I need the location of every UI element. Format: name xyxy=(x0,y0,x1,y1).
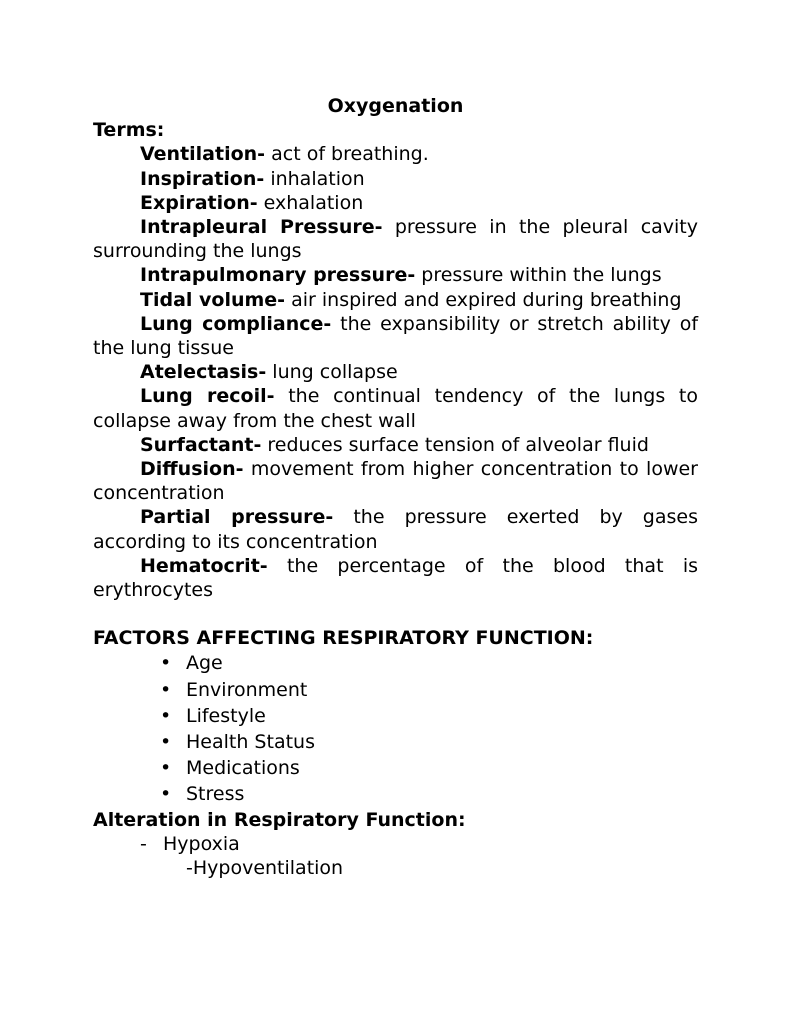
factors-list xyxy=(93,650,698,807)
terms-list xyxy=(93,142,698,602)
term-entry xyxy=(93,263,698,287)
term-definition: the continual tendency of the lungs to collapse away from the chest wall xyxy=(93,385,698,432)
list-item xyxy=(93,703,698,729)
term-name: Diffusion- xyxy=(140,458,244,481)
term-name: Tidal volume- xyxy=(140,288,286,311)
factor-label: Medications xyxy=(186,757,300,780)
factor-label: Lifestyle xyxy=(186,704,266,727)
term-definition: lung collapse xyxy=(266,361,398,384)
term-entry xyxy=(93,215,698,263)
list-item xyxy=(93,650,698,676)
section-spacer xyxy=(93,602,698,626)
factor-label: Age xyxy=(186,652,223,675)
term-name: Inspiration- xyxy=(140,167,265,190)
term-name: Lung recoil- xyxy=(140,385,275,408)
term-name: Intrapulmonary pressure- xyxy=(140,264,416,287)
term-entry xyxy=(93,433,698,457)
list-item xyxy=(93,677,698,703)
factor-label: Stress xyxy=(186,783,245,806)
term-name: Surfactant- xyxy=(140,433,262,456)
term-definition: pressure in the pleural cavity surrounding the lungs xyxy=(93,216,698,263)
dash-marker: - xyxy=(140,832,147,855)
term-entry xyxy=(93,167,698,191)
alteration-heading: Alteration in Respiratory Function: xyxy=(93,808,466,831)
bullet-icon: • xyxy=(160,704,172,727)
factor-label: Environment xyxy=(186,678,308,701)
term-entry xyxy=(93,505,698,553)
alteration-item xyxy=(93,832,698,856)
term-definition: inhalation xyxy=(264,167,365,190)
term-entry xyxy=(93,384,698,432)
document-title: Oxygenation xyxy=(327,95,464,117)
term-definition: the pressure exerted by gases according to its concentration xyxy=(93,506,698,553)
term-definition: pressure within the lungs xyxy=(415,264,662,287)
term-name: Expiration- xyxy=(140,191,258,214)
term-name: Atelectasis- xyxy=(140,361,267,384)
term-entry xyxy=(93,360,698,384)
factor-label: Health Status xyxy=(186,731,315,754)
term-definition: reduces surface tension of alveolar fluid xyxy=(261,433,649,456)
term-name: Partial pressure- xyxy=(140,506,334,529)
term-definition: the expansibility or stretch ability of the lung tissue xyxy=(93,312,699,360)
term-entry xyxy=(93,288,698,312)
term-name: Ventilation- xyxy=(140,143,266,166)
list-item xyxy=(93,755,698,781)
bullet-icon: • xyxy=(160,731,172,754)
bullet-icon: • xyxy=(160,757,172,780)
factors-heading: FACTORS AFFECTING RESPIRATORY FUNCTION: xyxy=(93,627,594,650)
alteration-sub-item: -Hypoventilation xyxy=(186,857,344,880)
term-entry xyxy=(93,191,698,215)
list-item xyxy=(93,781,698,807)
bullet-icon: • xyxy=(160,652,172,675)
list-item xyxy=(93,729,698,755)
alteration-item-label: Hypoxia xyxy=(163,832,240,855)
term-name: Hematocrit- xyxy=(140,554,268,577)
term-name: Lung compliance- xyxy=(140,312,332,335)
term-entry xyxy=(93,312,698,360)
term-definition: air inspired and expired during breathing xyxy=(285,288,682,311)
bullet-icon: • xyxy=(160,678,172,701)
term-entry xyxy=(93,142,698,166)
term-entry xyxy=(93,457,698,505)
bullet-icon: • xyxy=(160,783,172,806)
terms-heading: Terms: xyxy=(93,119,165,142)
term-definition: movement from higher concentration to lower concentration xyxy=(93,458,698,505)
term-name: Intrapleural Pressure- xyxy=(140,216,383,239)
term-definition: exhalation xyxy=(257,191,364,214)
term-entry xyxy=(93,554,698,602)
term-definition: the percentage of the blood that is erythrocytes xyxy=(93,554,698,602)
term-definition: act of breathing. xyxy=(265,143,429,166)
